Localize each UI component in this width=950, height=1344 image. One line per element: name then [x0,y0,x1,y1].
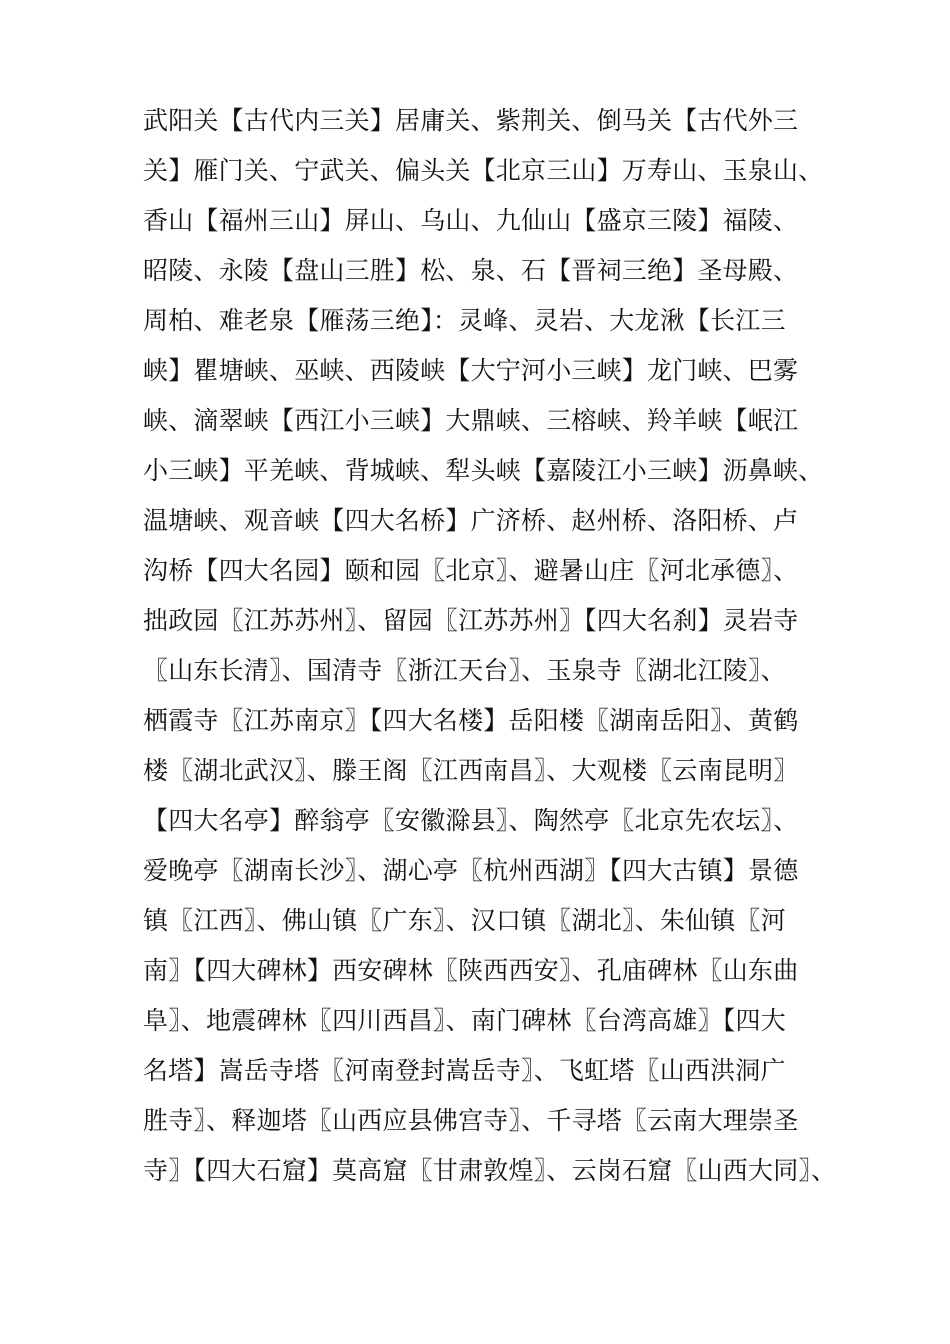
text-line: 武阳关【古代内三关】居庸关、紫荆关、倒马关【古代外三 [143,106,799,135]
text-line: 胜寺〗、释迦塔〖山西应县佛宫寺〗、千寻塔〖云南大理崇圣 [143,1106,799,1135]
text-line: 南〗【四大碑林】西安碑林〖陕西西安〗、孔庙碑林〖山东曲 [143,956,799,985]
text-line: 爱晚亭〖湖南长沙〗、湖心亭〖杭州西湖〗【四大古镇】景德 [143,856,799,885]
text-line: 峡】瞿塘峡、巫峡、西陵峡【大宁河小三峡】龙门峡、巴雾 [143,356,799,385]
text-line: 昭陵、永陵【盘山三胜】松、泉、石【晋祠三绝】圣母殿、 [143,256,799,285]
text-line: 〖山东长清〗、国清寺〖浙江天台〗、玉泉寺〖湖北江陵〗、 [143,656,786,685]
text-line: 【四大名亭】醉翁亭〖安徽滁县〗、陶然亭〖北京先农坛〗、 [143,806,799,835]
text-line: 香山【福州三山】屏山、乌山、九仙山【盛京三陵】福陵、 [143,206,799,235]
text-line: 栖霞寺〖江苏南京〗【四大名楼】岳阳楼〖湖南岳阳〗、黄鹤 [143,706,799,735]
text-line: 小三峡】平羌峡、背城峡、犁头峡【嘉陵江小三峡】沥鼻峡、 [143,456,824,485]
text-line: 楼〖湖北武汉〗、滕王阁〖江西南昌〗、大观楼〖云南昆明〗 [143,756,799,785]
text-line: 名塔】嵩岳寺塔〖河南登封嵩岳寺〗、飞虹塔〖山西洪洞广 [143,1056,786,1085]
text-line: 镇〖江西〗、佛山镇〖广东〗、汉口镇〖湖北〗、朱仙镇〖河 [143,906,786,935]
text-line: 温塘峡、观音峡【四大名桥】广济桥、赵州桥、洛阳桥、卢 [143,506,799,535]
text-line: 沟桥【四大名园】颐和园〖北京〗、避暑山庄〖河北承德〗、 [143,556,799,585]
body-text [143,96,843,1196]
text-line: 周柏、难老泉【雁荡三绝】：灵峰、灵岩、大龙湫【长江三 [143,306,786,335]
text-line: 寺〗【四大石窟】莫高窟〖甘肃敦煌〗、云岗石窟〖山西大同〗、 [143,1156,837,1185]
text-line: 关】雁门关、宁武关、偏头关【北京三山】万寿山、玉泉山、 [143,156,824,185]
text-line: 峡、滴翠峡【西江小三峡】大鼎峡、三榕峡、羚羊峡【岷江 [143,406,799,435]
text-line: 阜〗、地震碑林〖四川西昌〗、南门碑林〖台湾高雄〗【四大 [143,1006,786,1035]
text-line: 拙政园〖江苏苏州〗、留园〖江苏苏州〗【四大名刹】灵岩寺 [143,606,799,635]
